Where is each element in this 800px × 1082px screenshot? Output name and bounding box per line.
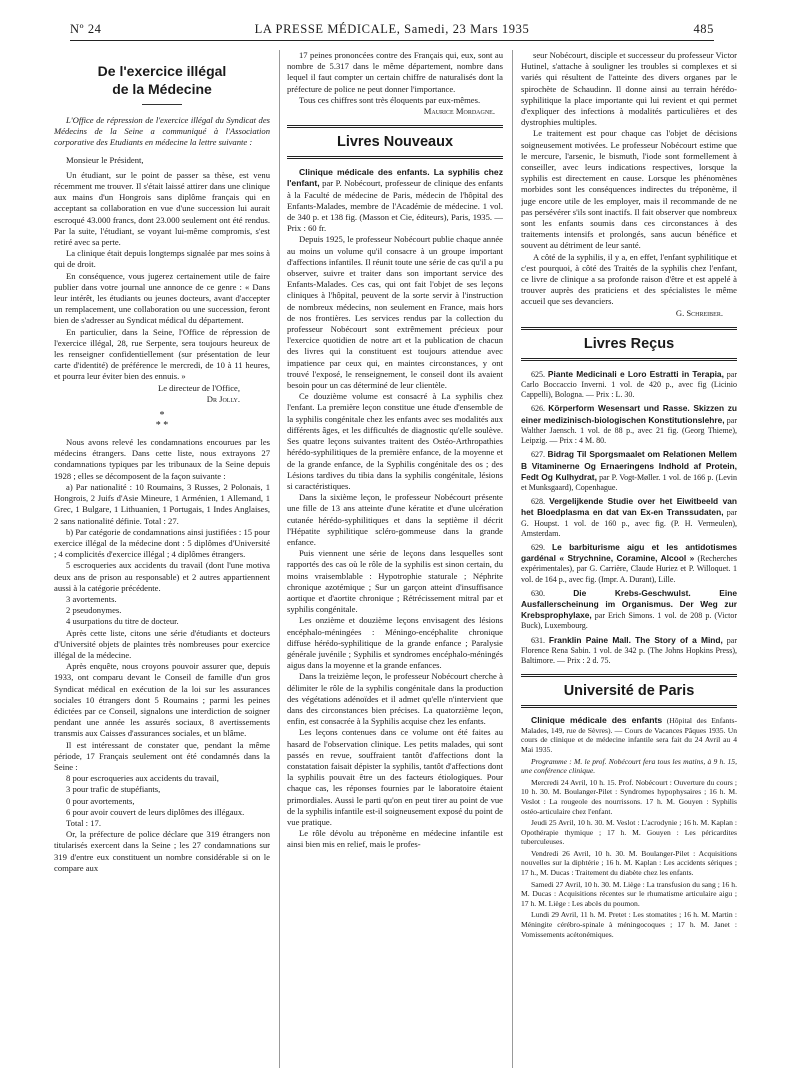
list-item: 627. Bidrag Til Sporgsmaalet om Relationen Mellem B Vitaminerne Og Ernaeringens Indhold af Protein, Fedt Og Kulhydrat, par P. Vogt-Møller. 1 vol. de 166 p. (Levin et Munksgaard), Copenhague. [521, 449, 737, 492]
page-number: 485 [693, 22, 714, 36]
column-2 [287, 50, 503, 1068]
signature-name: G. Schreiber. [675, 307, 723, 318]
list-item: 0 pour avortements, [66, 795, 135, 806]
column-divider [512, 50, 513, 1068]
list-item: 631. Franklin Paine Mall. The Story of a Mind, par Florence Rena Sabin. 1 vol. de 342 p. (The Johns Hopkins Press), Baltimore. — Prix : 2 d. 75. [521, 634, 737, 665]
schedule-day: Mercredi 24 Avril, 10 h. 15. Prof. Nobécourt : Ouverture du cours ; 10 h. 30. M. Boulanger-Pilet : Syndromes hypophysaires ; 16 h. M. Veslot : La rougeole des nourrissons. 17 h. M. Gouyen : Syphilis ostéo-articulaire chez l'enfant. [521, 777, 737, 816]
list-item: 2 pseudonymes. [66, 605, 122, 616]
paragraph: La clinique était depuis longtemps signalée par mes soins à qui de droit. [54, 248, 270, 270]
list-item: 630. Die Krebs-Geschwulst. Eine Ausfallerscheinung im Organismus. Der Weg zur Krebsprophylaxe, par Erich Simons. 1 vol. de 208 p. (Victor Buck), Luxembourg. [521, 587, 737, 631]
section-asterism: * * * [155, 410, 169, 432]
list-item: 4 usurpations du titre de docteur. [66, 616, 179, 627]
list-item: 3 pour trafic de stupéfiants, [66, 784, 161, 795]
paragraph: Puis viennent une série de leçons dans lesquelles sont rapportés des cas où le rôle de la syphilis est sinon certain, du moins vraisemblable : Hypotrophie staturale ; Néphrite chronique azotémique ; Sur un garçon atteint d'insuffisance aortique et d'aortite chronique ; Rétrécissement mitral par et syphilis congénitale. [287, 548, 503, 615]
paragraph: Tous ces chiffres sont très éloquents par eux-mêmes. [299, 94, 481, 105]
section-heading-universite: Université de Paris [521, 674, 737, 708]
paragraph: Après cette liste, citons une série d'étudiants et docteurs d'Université objets de plaintes très nombreuses pour exercice illégal de la médecine. [54, 627, 270, 660]
article-intro: L'Office de répression de l'exercice illégal du Syndicat des Médecins de la Seine a communiqué à l'Association corporative des Etudiants en médecine la lettre suivante : [54, 115, 270, 148]
schedule-day: Samedi 27 Avril, 10 h. 30. M. Liège : La transfusion du sang ; 16 h. M. Ducas : Acquisitions récentes sur le rhumatisme articulaire aigu ; 17 h. M. Liège : Les abcès du poumon. [521, 879, 737, 908]
course-title: Clinique médicale des enfants [531, 715, 663, 726]
paragraph: Les onzième et douzième leçons envisagent des lésions encéphalo-méningées : Méningo-encéphalite chronique diffuse hérédo-syphilitique de la grande enfance ; Paralysie générale juvénile ; Syphilis et syndromes encéphalo-méningés aigus dans la moyenne et la grande enfances. [287, 615, 503, 671]
book-review-lead [287, 167, 503, 234]
paragraph: Nous avons relevé les condamnations encourues par les médecins étrangers. Dans cette liste, nous extrayons 27 condamnations typiques par les tribunaux de la Seine depuis 1928 ; elles se décomposent de la façon suivante : [54, 437, 270, 481]
signature-name: Dr Jolly. [206, 393, 240, 404]
letter-salutation: Monsieur le Président, [66, 154, 144, 165]
schedule-day: Lundi 29 Avril, 11 h. M. Pretet : Les stomatites ; 16 h. M. Martin : Méningite cérébro-spinale à méningocoques ; 17 h. M. Janet : Vomissements acétonémiques. [521, 910, 737, 939]
header-rule [70, 40, 714, 41]
paragraph: Un étudiant, sur le point de passer sa thèse, est venu récemment me trouver. Il s'était laissé attirer dans une clinique aux mains d'un Hongrois sans diplôme français qui en acceptant sa collaboration en vue d'une succession lui aurait escroqué 43.000 francs, dont 23.000 seulement ont été rendus. Par la suite, l'étudiant, se voyant lui-même compromis, s'est retiré avec sa perte. [54, 169, 270, 248]
list-item: 8 pour escroqueries aux accidents du travail, [66, 773, 219, 784]
paragraph: Les leçons contenues dans ce volume ont été faites au hasard de l'observation clinique. Les petits malades, qui sont passés en revue, souffraient tantôt d'affections dont la constatation faisait dépister la syphilis, tantôt d'affections dont la syphilis pouvait être un des facteurs étiologiques. Pour chaque cas, les réponses fournies par le laboratoire étaient primordiales. Aussi le parti qu'on en peut tirer au point de vue de la syphilis infantile est-il soigneusement exposé du point de vue pratique. [287, 727, 503, 827]
paragraph: seur Nobécourt, disciple et successeur du professeur Victor Hutinel, s'attache à souligner les troubles si complexes et si variés qui résultent de l'atteinte des divers organes par le spirochète de Schaudinn. Il donne ainsi au terrain hérédo-syphilitique la place importante qui lui revient et qui permet d'expliquer des infections à modalités particulières et des dystrophies multiples. [521, 50, 737, 128]
article-title: De l'exercice illégal de la Médecine [97, 63, 227, 97]
received-books-list [521, 369, 737, 666]
paragraph: Après enquête, nous croyons pouvoir assurer que, depuis 1933, ont comparu devant le Conseil de famille d'un gros Syndicat médical en exécution de la loi sur les assurances sociales 10 étrangers dont 5 Roumains ; parmi les peines édictées par ce Conseil, signalons une interdiction de soigner pendant une année les assurés sociaux, 8 avertissements transmis aux Caisses d'assurances sociales, et un blâme. [54, 661, 270, 739]
column-3 [521, 50, 737, 1068]
list-item: 628. Vergelijkende Studie over het Eiwitbeeld van het Bloedplasma en dat van Ex-en Transsudaten, par G. Houpst. 1 vol. de 160 p., avec fig. (P. H. Vermeulen), Amsterdam. [521, 496, 737, 538]
section-heading-livres-nouveaux: Livres Nouveaux [287, 125, 503, 159]
course-programme: Programme : M. le prof. Nobécourt fera tous les matins, à 9 h. 15, une conférence clinique. [521, 756, 737, 776]
paragraph: Dans la sixième leçon, le professeur Nobécourt présente une fille de 13 ans atteinte d'une kératite et d'une ulcération cutanée hérédo-syphilitiques et dans la septième il décrit l'Hépatite syphilitique scléro-gommeuse dans la grande enfance. [287, 492, 503, 547]
paragraph: b) Par catégorie de condamnations ainsi justifiées : 15 pour exercice illégal de la médecine dont : 5 diplômes d'Université ; 4 complicités d'exercice illégal ; 4 diplômes étrangers. [54, 526, 270, 560]
paragraph: 17 peines prononcées contre des Français qui, eux, sont au nombre de 5.317 dans le même département, nombre dans lequel il faut compter un certain chiffre de naturalisés dont la préfecture de police ne peut donner l'importance. [287, 50, 503, 94]
paragraph: A côté de la syphilis, il y a, en effet, l'enfant syphilitique et c'est pourquoi, à côté des Traités de la syphilis chez l'enfant, ce livre de clinique a sa profonde raison d'être et est appelé à trouver auprès des praticiens et des spécialistes le même accueil que ses devanciers. [521, 251, 737, 307]
book-title: Clinique médicale des enfants. La syphilis chez l'enfant, [287, 167, 503, 189]
signature-title: Le directeur de l'Office, [157, 382, 240, 393]
paragraph: Dans la treizième leçon, le professeur Nobécourt cherche à délimiter le rôle de la syphilis congénitale dans la production des végétations adénoïdes et il admet qu'elle n'intervient que dans des circonstances bien précises. La quatorzième leçon, enfin, est consacrée à la Syphilis acquise chez les enfants. [287, 671, 503, 727]
schedule-day: Jeudi 25 Avril, 10 h. 30. M. Veslot : L'acrodynie ; 16 h. M. Kaplan : Opothérapie thymique ; 17 h. M. Gouyen : Les péricardites tuberculeuses. [521, 818, 737, 847]
column-divider [279, 50, 280, 1068]
paragraph: En conséquence, vous jugerez certainement utile de faire publier dans votre journal une annonce de ce genre : « Dans leur intérêt, les étudiants ou jeunes docteurs, avant d'accepter un remplacement, une collaboration ou une succession, feront bien de s'adresser au Syndicat médical du département. [54, 270, 270, 326]
list-item: Total : 17. [66, 817, 101, 828]
section-heading-livres-recus: Livres Reçus [521, 327, 737, 361]
list-item: 629. Le barbiturisme aigu et les antidotismes gardénal « Strychnine, Coramine, Alcool » (Recherches expérimentales), par G. Carrière, Claude Huriez et P. Willoquet. 1 vol. de 164 p., avec fig. (Impr. A. Durant), Lille. [521, 541, 737, 584]
signature-name: Maurice Mordagne. [423, 106, 495, 117]
paragraph: Depuis 1925, le professeur Nobécourt publie chaque année au moins un volume qu'il consacre à un groupe important d'affections infantiles. Il réunit toute une série de cas qu'il a pu observer, suivre et traiter dans son important service des Enfants-Malades. Ces cas, qui ont fait l'objet de ses leçons cliniques à l'hôpital, peuvent de la sorte servir à l'instruction de nombreux médecins, non seulement en France, mais hors de nos frontières. Les services rendus par la collection du professeur Nobécourt sont extrêmement précieux pour l'exercice quotidien de notre art et la publication de chacun des livres qui la constituent est toujours attendue avec impatience par ceux qui, en maintes circonstances, y ont trouvé l'exposé, le renseignement, le conseil dont ils avaient besoin pour un cas déterminé de leur clientèle. [287, 234, 503, 391]
running-header [70, 22, 714, 40]
paragraph: Ce douzième volume est consacré à La syphilis chez l'enfant. La première leçon constitue une étude d'ensemble de la syphilis congénitale chez les enfants avec ses modalités aux différents âges, et les difficultés de diagnostic qu'elle soulève. Ses quatre leçons suivantes traitent des Ostéo-Arthropathies hérédo-syphilitiques de la première enfance, de la moyenne et de la grande enfance, de la Syphilis congénitale des os ; des Lésions tardives du tibia dans la syphilis congénitale, lésions si caractéristiques. [287, 391, 503, 491]
paragraph: a) Par nationalité : 10 Roumains, 3 Russes, 2 Polonais, 1 Hongrois, 2 Juifs d'Asie Mineure, 1 Arménien, 1 Allemand, 1 Grec, 1 Bulgare, 1 Lithuanien, 1 Portugais, 1 Indes Anglaises, 2 sans nationalité définie. Total : 27. [54, 481, 270, 526]
journal-title: LA PRESSE MÉDICALE, Samedi, 23 Mars 1935 [254, 22, 530, 36]
paragraph: 5 escroqueries aux accidents du travail (dont l'une motiva deux ans de prison au responsable) et 2 autres appartiennent aussi à la catégorie précédente. [54, 560, 270, 593]
course-meta: (Hôpital des Enfants-Malades, 149, rue de Sèvres). — Cours de Vacances Pâques 1935. Un cours de clinique et de médecine infantile sera fait du 24 Avril au 4 Mai 1935. [521, 716, 737, 754]
column-1 [54, 50, 270, 1068]
paragraph: Le rôle dévolu au tréponème en médecine infantile est ainsi bien mis en relief, mais le profes- [287, 828, 503, 850]
paragraph: Or, la préfecture de police déclare que 319 étrangers non titularisés exercent dans la Seine ; les 27 condamnations sur 319 d'entre eux constituent un nombre considérable si on le compare aux [54, 829, 270, 873]
title-rule [142, 104, 182, 105]
list-item: 626. Körperform Wesensart und Rasse. Skizzen zu einer medizinisch-biologischen Konstitutionslehre, par Walther Jaensch. 1 vol. de 88 p., avec 21 fig. (Georg Thieme), Leipzig. — Prix : 4 M. 80. [521, 403, 737, 446]
paragraph: En particulier, dans la Seine, l'Office de répression de l'exercice illégal, 28, rue Serpente, sera toujours heureux de les renseigner confidentiellement (sur présentation de leur carte d'identité) de préférence le mercredi, de 10 à 11 heures, et pourra leur éviter bien des ennuis. » [54, 326, 270, 382]
list-item: 625. Piante Medicinali e Loro Estratti in Terapia, par Carlo Boccaccio Inverni. 1 vol. de 420 p., avec fig (Licinio Cappelli), Bologna. — Prix : L. 30. [521, 368, 737, 400]
course-lead [521, 716, 737, 754]
paragraph: Il est intéressant de constater que, pendant la même période, 17 Français seulement ont été condamnés dans la Seine : [54, 739, 270, 772]
list-item: 6 pour avoir couvert de leurs diplômes des illégaux. [66, 806, 245, 817]
issue-number: Nº 24 [70, 22, 102, 36]
list-item: 3 avortements. [66, 593, 117, 604]
paragraph: Le traitement est pour chaque cas l'objet de décisions soigneusement motivées. Le professeur Nobécourt estime que le mercure, l'arsenic, le bismuth, l'iode sont formellement à conseiller, avec leurs indications respectives, lorsque la syphilis est directement en cause. Lorsque les phénomènes morbides sont les conséquences indirectes du tréponème, il juge encore utile de les employer, mais il recommande de ne pas persévérer s'ils sont inactifs. Il fait observer que nombreux sont les enfants soumis dans ces circonstances à des traitements intensifs et prolongés, sans aucun bénéfice et souvent au détriment de leur santé. [521, 128, 737, 251]
schedule-day: Vendredi 26 Avril, 10 h. 30. M. Boulanger-Pilet : Acquisitions nouvelles sur la diphtérie ; 16 h. M. Kaplan : Les accidents sériques ; 17 h., M. Ducas : Traitement du diabète chez les enfants. [521, 848, 737, 878]
book-meta: par P. Nobécourt, professeur de clinique des enfants à la Faculté de médecine de Paris, médecin de l'hôpital des Enfants-Malades, membre de l'Académie de médecine. 1 vol. de 340 p. et 138 fig. (Masson et Cie, éditeurs), Paris, 1935. — Prix : 60 fr. [287, 178, 503, 234]
